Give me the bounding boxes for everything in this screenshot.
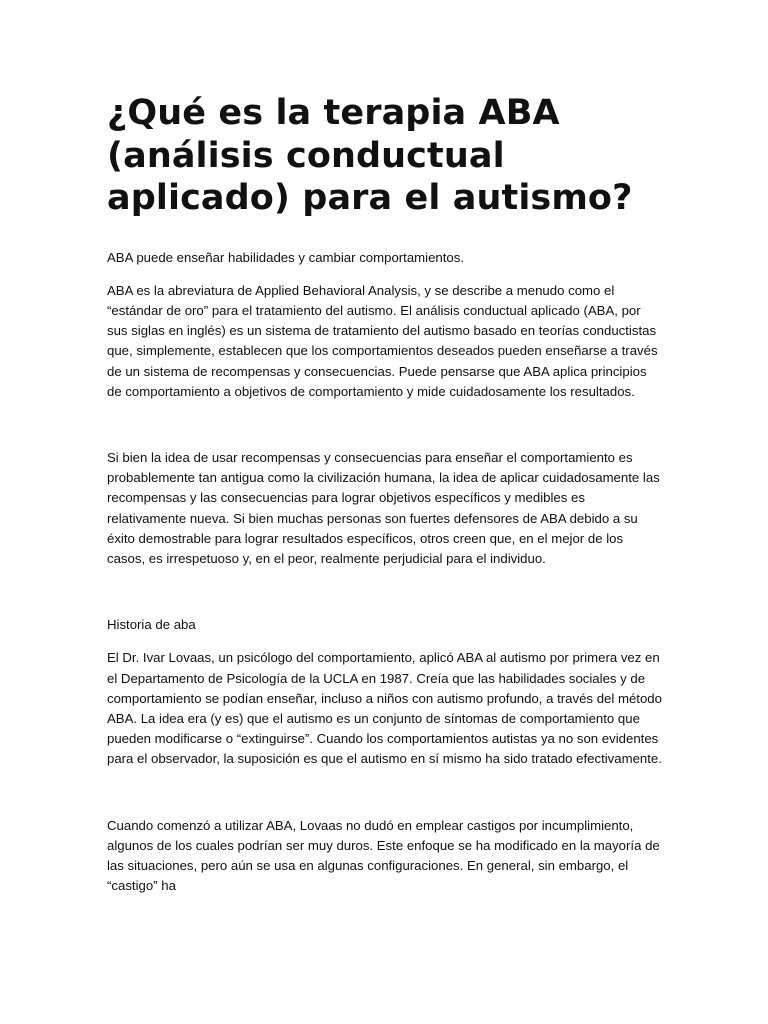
section-heading: Historia de aba (107, 617, 196, 633)
document-page (107, 92, 663, 896)
intro-paragraph: ABA puede enseñar habilidades y cambiar comportamientos. (107, 249, 465, 265)
section-paragraph: El Dr. Ivar Lovaas, un psicólogo del comportamiento, aplicó ABA al autismo por primera vez en el Departamento de Psicología de la UCLA en 1987. Creía que las habilidades sociales y de comportamiento se podían enseñar, incluso a niños con autismo profundo, a través del método ABA. La idea era (y es) que el autismo es un conjunto de síntomas de comportamiento que pueden modificarse o “extinguirse”. Cuando los comportamientos autistas ya no son evidentes para el observador, la suposición es que el autismo en sí mismo ha sido tratado efectivamente. (107, 650, 662, 767)
section-paragraph: Cuando comenzó a utilizar ABA, Lovaas no dudó en emplear castigos por incumplimiento, algunos de los cuales podrían ser muy duros. Este enfoque se ha modificado en la mayoría de las situaciones, pero aún se usa en algunas configuraciones. En general, sin embargo, el “castigo” ha (107, 817, 660, 894)
body-paragraph: Si bien la idea de usar recompensas y consecuencias para enseñar el comportamiento es probablemente tan antigua como la civilización humana, la idea de aplicar cuidadosamente las recompensas y las consecuencias para lograr objetivos específicos y medibles es relativamente nueva. Si bien muchas personas son fuertes defensores de ABA debido a su éxito demostrable para lograr resultados específicos, otros creen que, en el mejor de los casos, es irrespetuoso y, en el peor, realmente perjudicial para el individuo. (107, 449, 660, 566)
body-paragraph: ABA es la abreviatura de Applied Behavioral Analysis, y se describe a menudo como el “estándar de oro” para el tratamiento del autismo. El análisis conductual aplicado (ABA, por sus siglas en inglés) es un sistema de tratamiento del autismo basado en teorías conductistas que, simplemente, establecen que los comportamientos deseados pueden enseñarse a través de un sistema de recompensas y consecuencias. Puede pensarse que ABA aplica principios de comportamiento a objetivos de comportamiento y mide cuidadosamente los resultados. (107, 282, 658, 399)
document-title: ¿Qué es la terapia ABA (análisis conductual aplicado) para el autismo? (107, 93, 633, 218)
